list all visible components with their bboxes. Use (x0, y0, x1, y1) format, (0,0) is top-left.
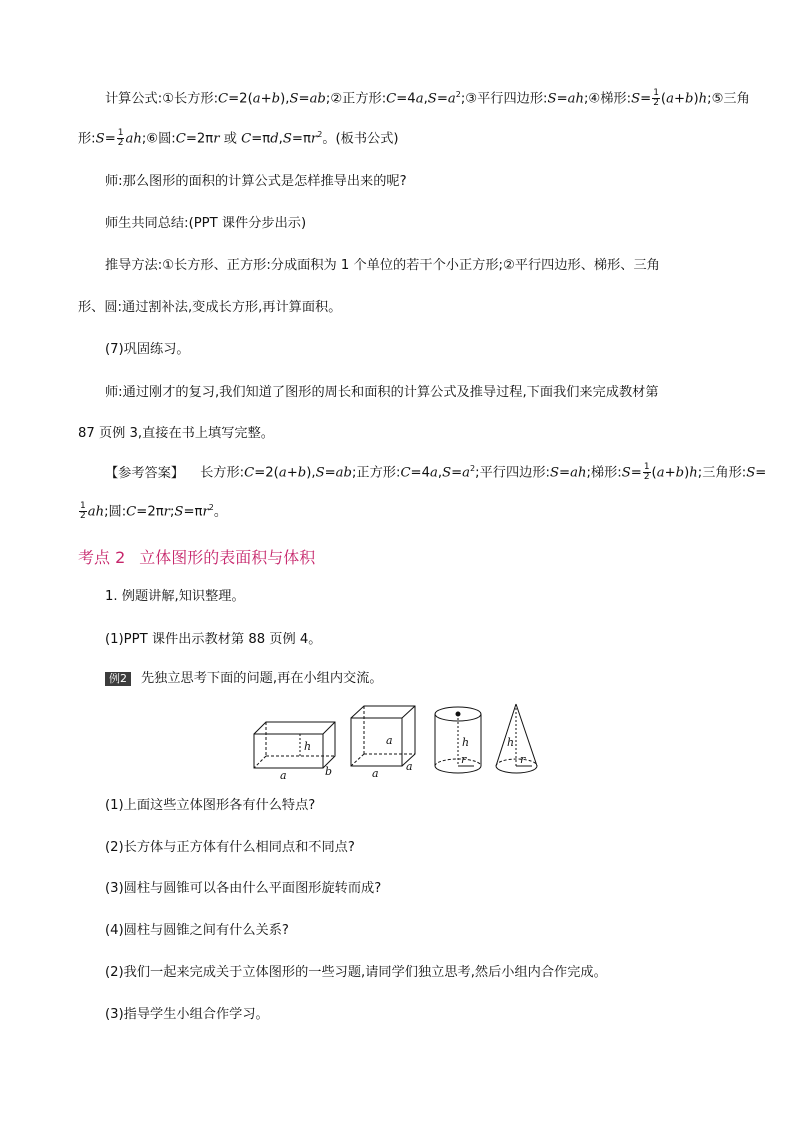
fraction-half: $\frac{1}{2}$ (117, 128, 124, 148)
paragraph-practice: (7)巩固练习。 (105, 342, 190, 357)
answer-line-2: $\frac{1}{2}$ ah;圆$:C=2\pi r;S=\pi r^2$。 (80, 501, 228, 521)
cube-figure (351, 706, 415, 766)
paragraph-method-line-1: 推导方法:①长方形、正方形:分成面积为 1 个单位的若干个小正方形;②平行四边形、梯形、三角 (105, 258, 660, 273)
cone-radius-label: r (520, 753, 526, 766)
answer-line-1: 【参考答案】 长方形:C=2(a+b),S=ab;正方形$:C=4a,S=a^2$;平行四边形:S=ah;梯形:S= $\frac{1}{2}$ (a+b)h;三角形:S= (105, 462, 767, 482)
paragraph-together: (2)我们一起来完成关于立体图形的一些习题,请同学们独立思考,然后小组内合作完成。 (105, 965, 607, 980)
cylinder-figure (435, 707, 481, 773)
example-text: 先独立思考下面的问题,再在小组内交流。 (141, 671, 383, 686)
cylinder-height-label: h (462, 736, 470, 749)
section-number: 考点 2 (78, 548, 126, 567)
formula-line-2: 形:S= $\frac{1}{2}$ ah;⑥圆:C=2πr 或 $C=\pi d,S=\pi r^2$。(板书公式) (78, 128, 399, 148)
paragraph-review-line-2: 87 页例 3,直接在书上填写完整。 (78, 426, 274, 441)
answer-label: 【参考答案】 (105, 465, 185, 481)
question-1: (1)上面这些立体图形各有什么特点? (105, 798, 316, 813)
fraction-half: $\frac{1}{2}$ (643, 462, 650, 482)
cube-edge-label-top: a (386, 734, 393, 747)
section-heading (78, 545, 315, 568)
cube-edge-label-bottom: a (372, 767, 379, 780)
cuboid-width-label: b (325, 765, 333, 778)
formula-line-1: 计算公式:①长方形:C=2(a+b),S=ab;②正方形$:C=4a,S=a^2;③$平行四边形:S=ah;④梯形:S= $\frac{1}{2}$ (a+b)h;⑤三角 (105, 88, 750, 108)
cone-height-label: h (507, 736, 515, 749)
question-2: (2)长方体与正方体有什么相同点和不同点? (105, 840, 355, 855)
section-title-text: 立体图形的表面积与体积 (139, 548, 316, 567)
paragraph-review-line-1: 师:通过刚才的复习,我们知道了图形的周长和面积的计算公式及推导过程,下面我们来完成教材第 (105, 385, 659, 400)
fraction-half: $\frac{1}{2}$ (653, 88, 659, 108)
paragraph-ppt: (1)PPT 课件出示教材第 88 页例 4。 (105, 632, 322, 647)
cylinder-radius-label: r (461, 753, 467, 766)
cuboid-height-label: h (304, 740, 312, 753)
cone-figure (496, 704, 537, 773)
fraction-half: $\frac{1}{2}$ (80, 501, 86, 521)
example-badge: 例2 (105, 672, 131, 686)
paragraph-teacher-question: 师:那么图形的面积的计算公式是怎样推导出来的呢? (105, 174, 407, 189)
paragraph-summary: 师生共同总结:(PPT 课件分步出示) (105, 216, 307, 231)
cuboid-figure (254, 722, 335, 768)
paragraph-method-line-2: 形、圆:通过割补法,变成长方形,再计算面积。 (78, 300, 342, 315)
question-4: (4)圆柱与圆锥之间有什么关系? (105, 923, 289, 938)
cube-edge-label-side: a (406, 760, 413, 773)
cuboid-length-label: a (280, 769, 287, 782)
solid-figures (248, 700, 548, 782)
example-line (105, 669, 745, 689)
paragraph-guide: (3)指导学生小组合作学习。 (105, 1007, 269, 1022)
paragraph-explain: 1. 例题讲解,知识整理。 (105, 589, 245, 604)
question-3: (3)圆柱与圆锥可以各由什么平面图形旋转而成? (105, 881, 382, 896)
